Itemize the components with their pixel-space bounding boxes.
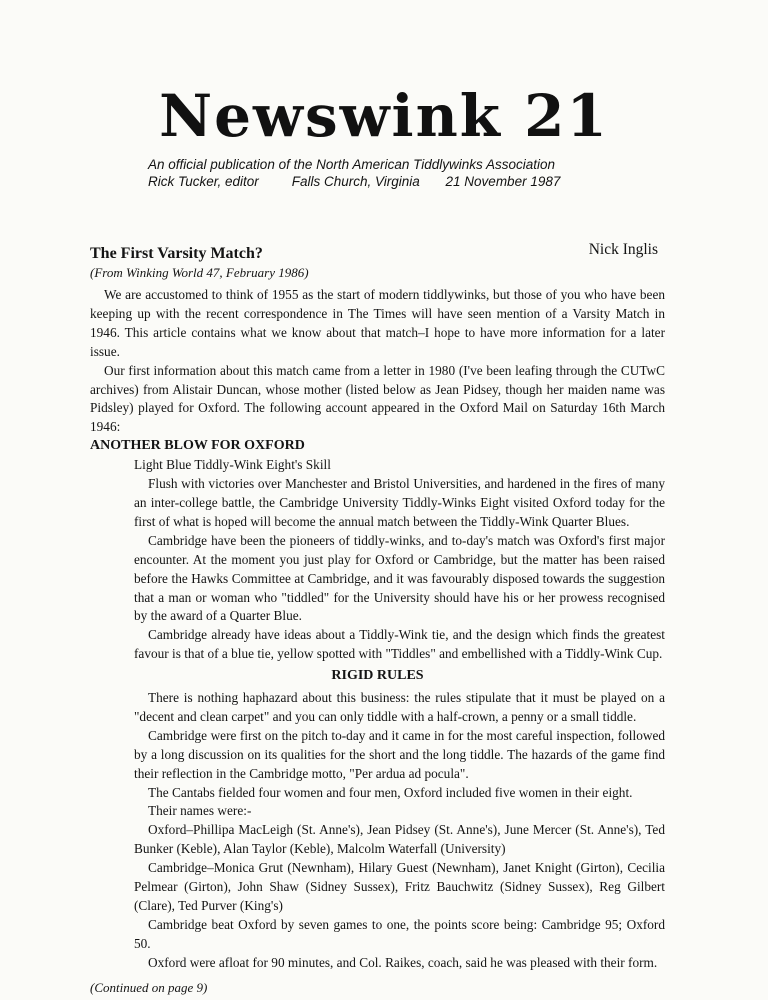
team-list-oxford: Oxford–Phillipa MacLeigh (St. Anne's), Jean Pidsey (St. Anne's), June Mercer (St. Anne's), Ted Bunker (Keble), Alan Taylor (Keble), Malcolm Waterfall (University): [134, 822, 665, 857]
continued-note: (Continued on page 9): [90, 979, 208, 995]
article-author: Nick Inglis: [588, 241, 658, 258]
quote-paragraph: The Cantabs fielded four women and four men, Oxford included five women in their eight.: [148, 784, 633, 800]
quote-paragraph: Cambridge have been the pioneers of tiddly-winks, and to-day's match was Oxford's first major encounter. At the moment you just play for Oxford or Cambridge, but the matter has been raised before the Hawks Committee at Cambridge, and it was favourably disposed towards the suggestion that a man or woman who "tiddled" for the University should have his or her prowess recognised by the award of a Quarter Blue.: [134, 532, 665, 624]
article-source: (From Winking World 47, February 1986): [90, 265, 309, 280]
subtitle-line: An official publication of the North American Tiddlywinks Association: [148, 157, 556, 172]
quote-subheading: Light Blue Tiddly-Wink Eight's Skill: [134, 457, 331, 473]
quote-paragraph: Cambridge already have ideas about a Tiddly-Wink tie, and the design which finds the greatest favour is that of a blue tie, yellow spotted with "Tiddles" and embellished with a Tiddly-Wink Cup.: [134, 627, 665, 662]
body-paragraph: We are accustomed to think of 1955 as the start of modern tiddlywinks, but those of you who have been keeping up with the recent correspondence in The Times will have seen mention of a Varsity Match in 1946. This article contains what we know about that match–I hope to have more information for a later issue.: [90, 287, 665, 359]
masthead: Newswink 21: [159, 82, 609, 150]
body-paragraph: Our first information about this match came from a letter in 1980 (I've been leafing through the CUTwC archives) from Alistair Duncan, whose mother (listed below as Jean Pidsey, though her maiden name was Pidsley) played for Oxford. The following account appeared in the Oxford Mail on Saturday 16th March 1946:: [90, 362, 665, 435]
rigid-rules-heading: RIGID RULES: [331, 668, 424, 684]
quote-paragraph: Flush with victories over Manchester and Bristol Universities, and hardened in the fires of many an inter-college battle, the Cambridge University Tiddly-Winks Eight visited Oxford today for the first of what is hoped will become the annual match between the Tiddly-Wink Quarter Blues.: [134, 476, 665, 529]
publication-place: Falls Church, Virginia: [291, 174, 420, 189]
publication-info: [148, 156, 648, 190]
quote-paragraph: Cambridge were first on the pitch to-day and it came in for the most careful inspection, followed by a long discussion on its qualities for the short and the long tiddle. The hazards of the game find their reflection in the Cambridge motto, "Per ardua ad pocula".: [134, 727, 665, 781]
editor-credit: Rick Tucker, editor: [148, 174, 259, 189]
quote-paragraph: There is nothing haphazard about this business: the rules stipulate that it must be played on a "decent and clean carpet" and you can only tiddle with a half-crown, a penny or a small tiddle.: [134, 690, 665, 724]
quote-paragraph: Their names were:-: [148, 803, 252, 819]
article-body: [90, 286, 665, 998]
quote-heading: ANOTHER BLOW FOR OXFORD: [90, 438, 305, 454]
publication-date: 21 November 1987: [445, 174, 561, 189]
quote-paragraph: Oxford were afloat for 90 minutes, and Col. Raikes, coach, said he was pleased with their form.: [148, 954, 658, 970]
publication-details: [148, 173, 648, 190]
article-title: The First Varsity Match?: [90, 245, 263, 262]
team-list-cambridge: Cambridge–Monica Grut (Newnham), Hilary Guest (Newnham), Janet Knight (Girton), Cecilia Pelmear (Girton), John Shaw (Sidney Sussex), Fritz Bauchwitz (Sidney Sussex), Reg Gilbert (Clare), Ted Purver (King's): [134, 860, 665, 913]
quote-paragraph: Cambridge beat Oxford by seven games to one, the points score being: Cambridge 95; Oxford 50.: [134, 916, 665, 951]
